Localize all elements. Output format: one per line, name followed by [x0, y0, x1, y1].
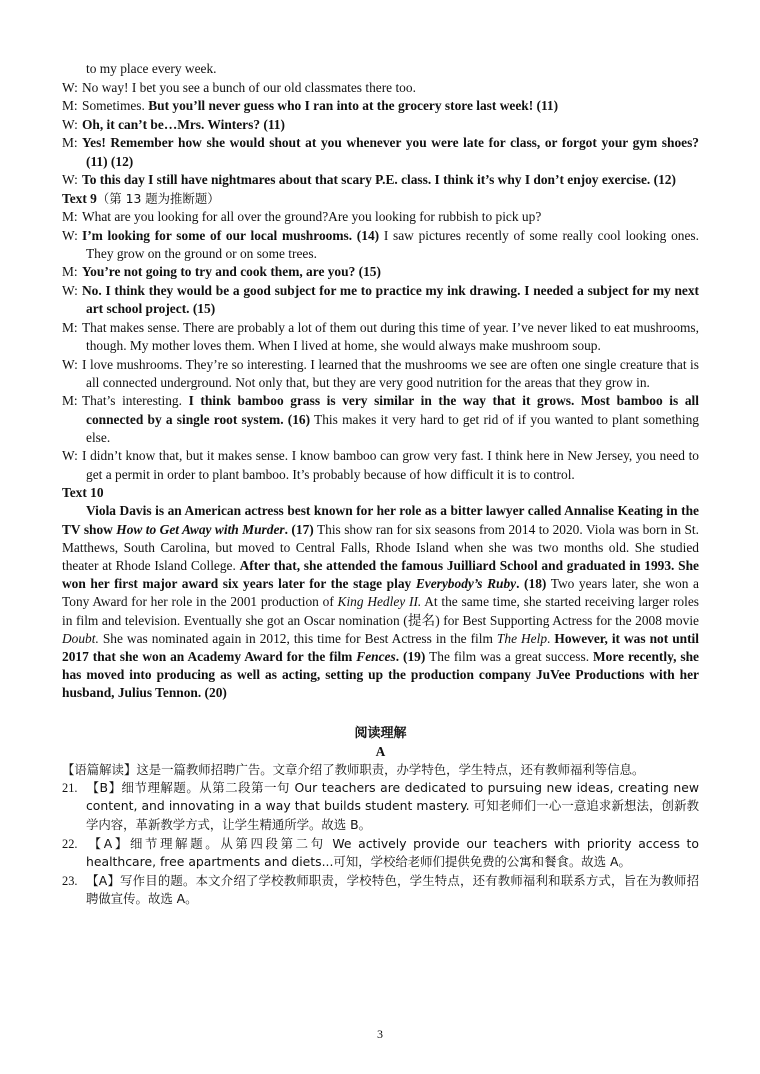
dialogue-text: That makes sense. There are probably a lot of them out during this time of year. I’ve never liked to eat mushrooms, though. My mother loves them. When I lived at home, she would always make mushroom soup.	[82, 319, 699, 353]
dialogue-text: I think bamboo grass is very similar in the way that it grows. Most bamboo is all connected by a single root system. (16)	[86, 393, 699, 427]
answer-text: 【B】细节理解题。从第二段第一句 Our teachers are dedicated to pursuing new ideas, creating new content, and innovating in a way that builds student mastery. 可知老师们一心一意追求新想法，创新教学内容，革新教学方式，让学生精通所学。故选 B。	[86, 780, 699, 832]
answer-text: 【A】写作目的题。本文介绍了学校教师职责，学校特色，学生特点，还有教师福利和联系方式，旨在为教师招聘做宣传。故选 A。	[86, 873, 699, 907]
dialogue-line	[62, 116, 699, 134]
dialogue-line	[62, 171, 699, 189]
dialogue-line	[62, 282, 699, 318]
passage-text: .	[547, 630, 555, 646]
text10-heading: Text 10	[62, 485, 104, 501]
answer-number: 22.	[62, 836, 78, 851]
passage-text: Viola Davis is an American actress best known for her role as a bitter lawyer called Annalise Keating in the TV show	[62, 503, 699, 537]
dialogue-line	[62, 356, 699, 392]
dialogue-line	[62, 79, 699, 97]
speaker-label: W:	[62, 227, 78, 243]
speaker-label: M:	[62, 319, 78, 335]
dialogue-line	[62, 97, 699, 115]
section-title: 阅读理解	[354, 725, 407, 741]
text9-heading: Text 9（第 13 题为推断题）	[62, 190, 220, 206]
passage-text: The film was a great success.	[425, 648, 594, 664]
document-page	[62, 60, 699, 910]
speaker-label: W:	[62, 448, 78, 464]
passage-intro: 【语篇解读】这是一篇教师招聘广告。文章介绍了教师职责，办学特色，学生特点，还有教师福利等信息。	[62, 761, 645, 777]
speaker-label: M:	[62, 135, 78, 151]
passage-text: At the same time, she started receiving larger roles in film and television. Eventually she got an Oscar nomination (提名) for Best Supporting Actress for the 2008 movie	[62, 594, 700, 628]
dialogue-text: This makes it very hard to get rid of if you wanted to plant something else.	[86, 411, 699, 445]
dialogue-text: You’re not going to try and cook them, are you? (15)	[82, 264, 381, 280]
dialogue-text: To this day I still have nightmares about that scary P.E. class. I think it’s why I don’t enjoy exercise. (12)	[82, 172, 676, 188]
answer-list	[62, 779, 699, 908]
speaker-label: M:	[62, 393, 78, 409]
dialogue-text9	[62, 208, 699, 484]
dialogue-text: But you’ll never guess who I ran into at the grocery store last week! (11)	[148, 98, 559, 114]
dialogue-text: No way! I bet you see a bunch of our old classmates there too.	[82, 79, 416, 95]
answer-number: 23.	[62, 874, 78, 889]
speaker-label: M:	[62, 98, 78, 114]
passage-text: After that, she attended the famous Juilliard School and graduated in 1993. She won her first major award six years later for the stage play	[62, 557, 700, 592]
dialogue-text: That’s interesting.	[82, 393, 189, 409]
passage-text: Doubt.	[62, 630, 99, 646]
speaker-label: W:	[62, 282, 78, 298]
speaker-label: W:	[62, 172, 78, 188]
dialogue-line	[62, 60, 699, 78]
passage-text: . (17)	[284, 521, 314, 537]
dialogue-text: I didn’t know that, but it makes sense. I know bamboo can grow very fast. I think here in New Jersey, you need to get a permit in order to plant bamboo. It’s probably because of how difficult it is to control.	[82, 448, 699, 482]
passage-text: She was nominated again in 2012, this time for Best Actress in the film	[98, 630, 497, 646]
passage-text: Fences	[356, 648, 396, 664]
passage-text: Everybody’s Ruby	[415, 576, 517, 592]
dialogue-line	[62, 134, 699, 170]
dialogue-line	[62, 208, 699, 226]
dialogue-line	[62, 392, 699, 447]
speaker-label: W:	[62, 356, 78, 372]
dialogue-text: Yes! Remember how she would shout at you whenever you were late for class, or forgot your gym shoes? (11) (12)	[82, 135, 699, 169]
passage-text: This show ran for six seasons from 2014 to 2020. Viola was born in St. Matthews, South Carolina, but moved to Central Falls, Rhode Island when she was two months old. She studied theater at Rhode Island College.	[62, 521, 699, 573]
passage-text: . (18)	[516, 576, 547, 592]
dialogue-text: Sometimes.	[82, 98, 149, 114]
dialogue-text: Oh, it can’t be…Mrs. Winters? (11)	[82, 116, 285, 132]
passage-text: Two years later, she won a Tony Award for her role in the 2001 production of	[62, 576, 699, 610]
dialogue-line	[62, 263, 699, 281]
page-number: 3	[377, 1027, 383, 1041]
dialogue-line	[62, 319, 699, 355]
passage-text: How to Get Away with Murder	[116, 521, 285, 537]
answer-text: 【A】细节理解题。从第四段第二句 We actively provide our teachers with priority access to healthcare, free apartments and diets...可知，学校给老师们提供免费的公寓和餐食。故选 A。	[86, 835, 699, 869]
passage-text: More recently, she has moved into producing as well as acting, setting up the production company JuVee Productions with her husband, Julius Tennon. (20)	[62, 648, 699, 701]
speaker-label: M:	[62, 208, 78, 224]
speaker-label: W:	[62, 116, 78, 132]
dialogue-text: What are you looking for all over the ground?Are you looking for rubbish to pick up?	[82, 208, 542, 224]
dialogue-text8-end	[62, 60, 699, 189]
answer-item	[62, 872, 699, 908]
answer-item	[62, 835, 699, 871]
passage-text: The Help	[496, 630, 548, 646]
passage-letter: A	[375, 743, 386, 759]
dialogue-line	[62, 227, 699, 263]
dialogue-text: I’m looking for some of our local mushrooms. (14)	[82, 227, 380, 243]
dialogue-text: I love mushrooms. They’re so interesting. I learned that the mushrooms we see are often one single creature that is all connected underground. Not only that, but they are very good nutrition for the areas that they grow in.	[82, 356, 699, 390]
speaker-label: M:	[62, 264, 78, 280]
passage-text: However, it was not until 2017 that she won an Academy Award for the film	[62, 630, 699, 664]
dialogue-text: I saw pictures recently of some really cool looking ones. They grow on the ground or on some trees.	[86, 227, 699, 261]
text10-passage	[62, 502, 699, 702]
dialogue-text: to my place every week.	[86, 61, 217, 76]
passage-text: . (19)	[395, 648, 426, 664]
dialogue-line	[62, 447, 699, 483]
answer-item	[62, 779, 699, 834]
speaker-label: W:	[62, 79, 78, 95]
dialogue-text: No. I think they would be a good subject for me to practice my ink drawing. I needed a subject for my next art school project. (15)	[82, 282, 699, 317]
passage-text: King Hedley II.	[337, 594, 422, 610]
answer-number: 21.	[62, 781, 78, 796]
